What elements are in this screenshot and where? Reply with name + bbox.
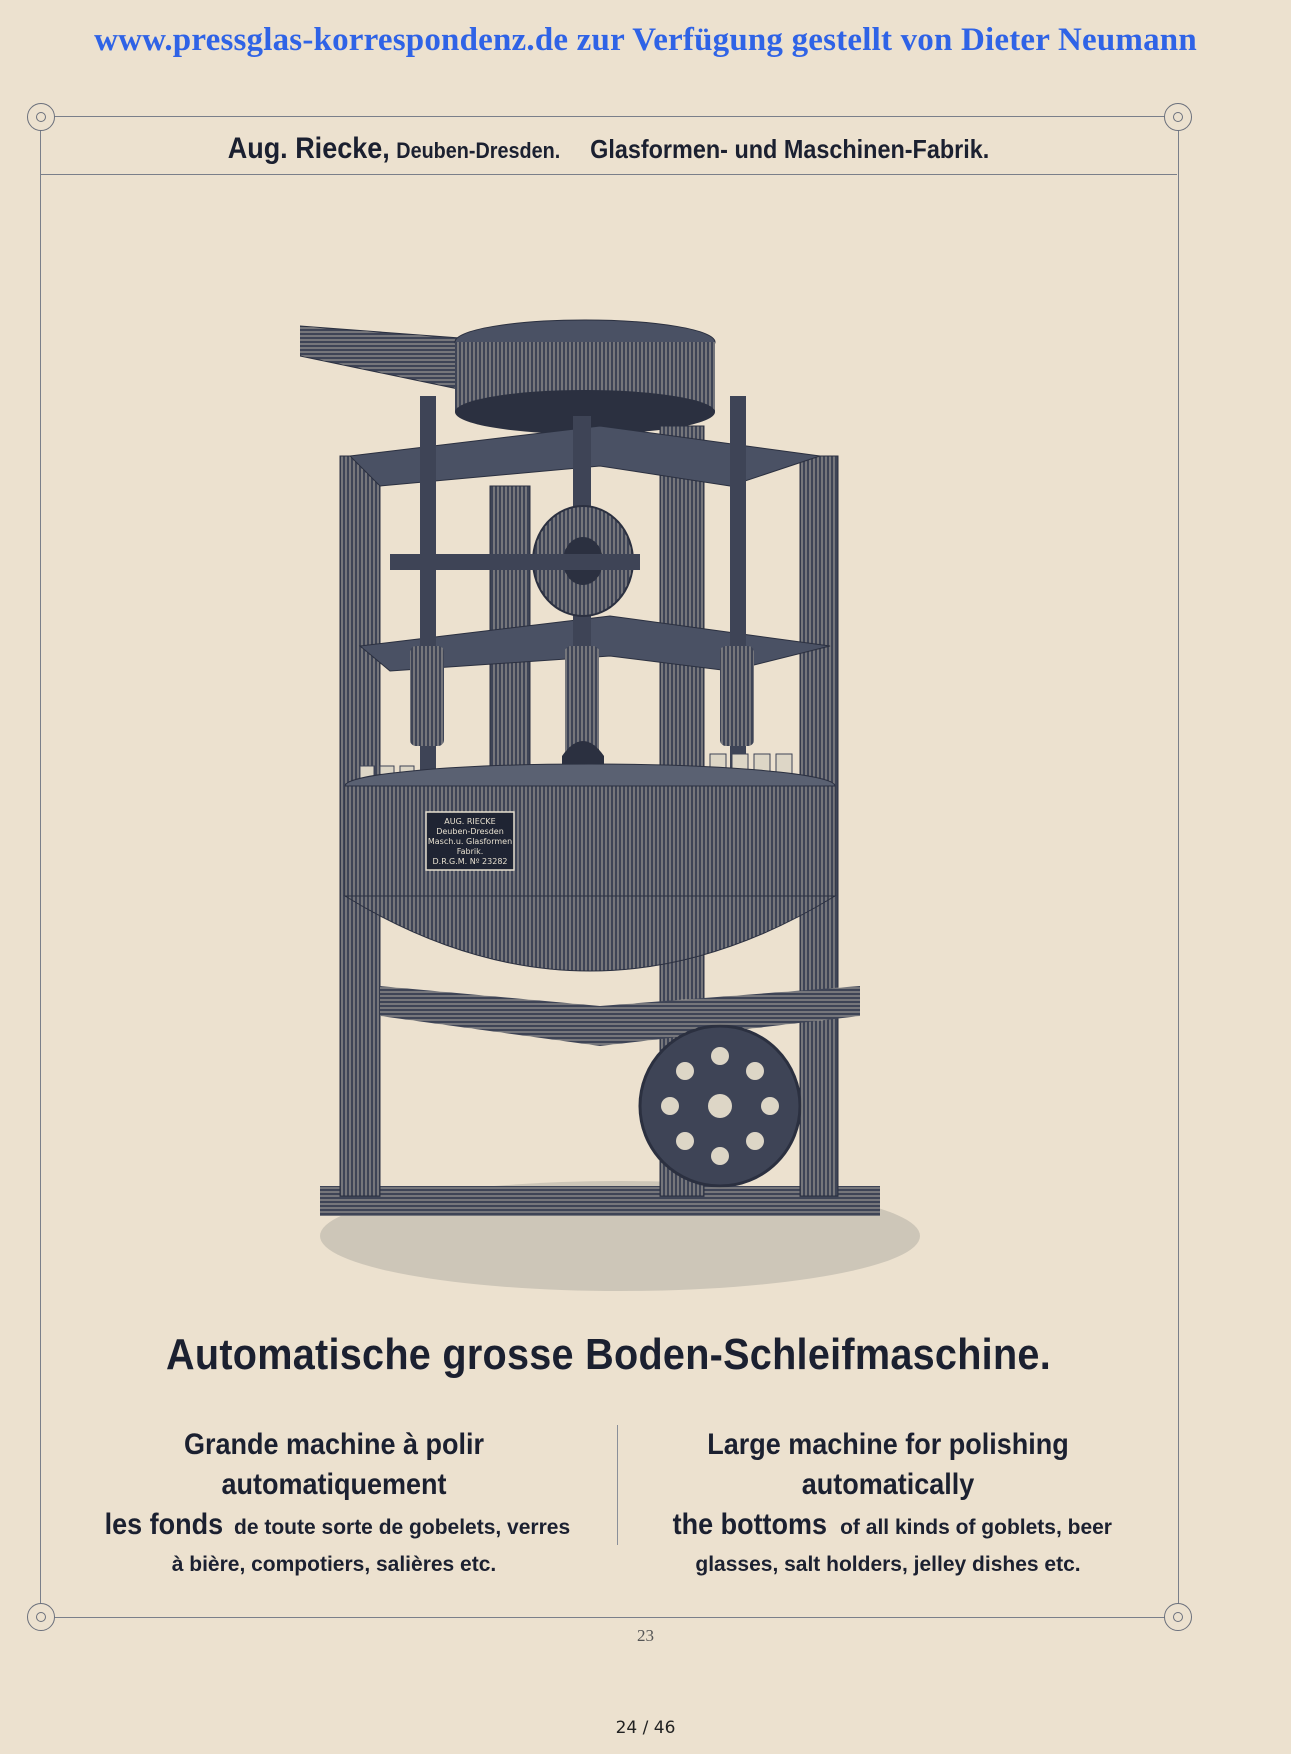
french-lead-line2: les fonds [104,1508,223,1541]
plate-line-1: AUG. RIECKE [444,817,496,826]
english-line2 [638,1505,1138,1545]
page-number: 23 [637,1626,654,1645]
letterhead [97,132,1120,166]
french-description [84,1425,584,1585]
firm-name: Aug. Riecke, [227,132,390,165]
french-rest-line2: de toute sorte de gobelets, verres [234,1516,571,1539]
plate-line-4: Fabrik. [456,847,484,856]
header-rule [40,174,1177,175]
plate-line-2: Deuben-Dresden [436,827,504,836]
english-lead-line2: the bottoms [672,1508,828,1541]
machine-illustration [300,286,936,1296]
corner-ornament-top-right [1164,103,1192,131]
plate-line-3: Masch.u. Glasformen [427,837,513,846]
french-lead-line1: Grande machine à polir automatiquement [183,1428,485,1501]
english-description [638,1425,1138,1585]
english-lead-line1: Large machine for polishing automatically [707,1428,1069,1501]
firm-location: Deuben-Dresden. [396,138,561,163]
plate-line-5: D.R.G.M. Nº 23282 [432,857,508,866]
watermark-link[interactable]: www.pressglas-korrespondenz.de zur Verfügung gestellt von Dieter Neumann [94,22,1197,58]
pdf-page-counter: 24 / 46 [615,1718,676,1738]
french-line2 [84,1505,584,1545]
headline: Automatische grosse Boden-Schleifmaschine. [166,1330,1051,1379]
french-line3: à bière, compotiers, salières etc. [171,1553,497,1576]
column-divider [617,1425,618,1545]
english-rest-line2: of all kinds of goblets, beer [840,1516,1112,1539]
english-line3: glasses, salt holders, jelley dishes etc. [695,1553,1081,1576]
firm-business: Glasformen- und Maschinen-Fabrik. [590,134,990,164]
corner-ornament-top-left [27,103,55,131]
